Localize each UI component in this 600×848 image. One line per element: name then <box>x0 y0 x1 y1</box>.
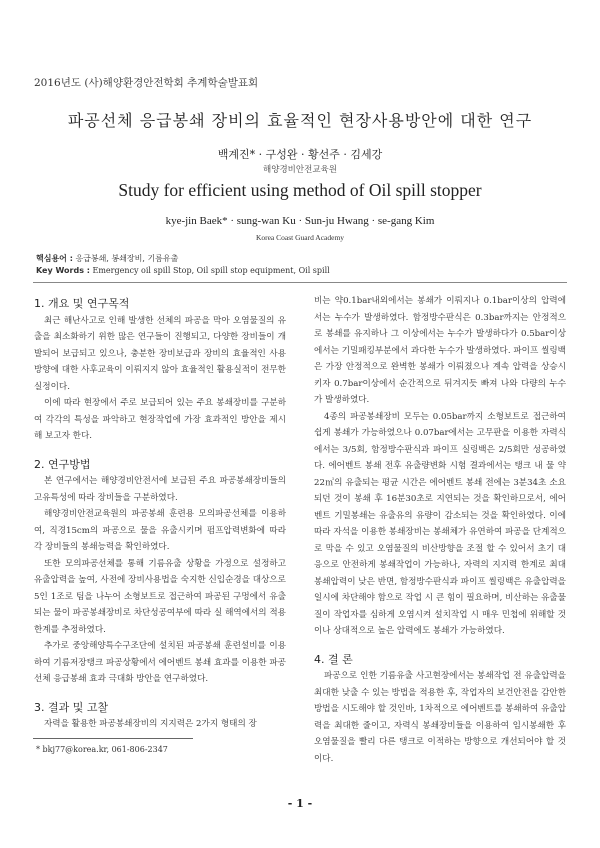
left-column <box>34 296 286 733</box>
section-3-paragraph-1: 비는 약0.1bar내외에서는 봉쇄가 이뤄지나 0.1bar이상의 압력에서는 누수가 발생하였다. 함정방수판식은 0.3bar까지는 안정적으로 봉쇄를 유지하나 그 이상에서는 누수가 발생하다가 0.5bar이상에서는 기밀패킹부분에서 과다한 누수가 발생하였다. 파이프 씰링백은 가장 안정적으로 완벽한 봉쇄가 이뤄졌으나 계속 압력을 상승시키자 0.7bar이상에서 순간적으로 뒤겨지듯 빠져 나와 다량의 누수가 발생하였다. <box>314 296 566 405</box>
right-column <box>314 293 566 767</box>
section-3-paragraph-1-start: 자력을 활용한 파공봉쇄장비의 지지력은 2가지 형태의 장 <box>44 719 257 729</box>
conference-header: 2016년도 (사)해양환경안전학회 추계학술발표회 <box>34 77 259 89</box>
keywords-english-label: Key Words : <box>36 266 90 275</box>
section-4-paragraph-1: 파공으로 인한 기름유출 사고현장에서는 봉쇄작업 전 유출압력을 최대한 낮출 수 있는 방법을 적용한 후, 작업자의 보건안전을 감안한 방법을 시도해야 할 것인바, 1차적으로 에어벤트를 봉쇄하여 유출압력을 최대한 줄이고, 자력식 봉쇄장비들을 이용하여 임시봉쇄한 후 오염물질을 빨리 다른 탱크로 이적하는 방향으로 개선되어야 할 것이다. <box>314 671 566 764</box>
korean-authors: 백계진* · 구성완 · 황선주 · 김세강 <box>217 148 383 161</box>
section-3-heading: 3. 결과 및 고찰 <box>34 700 109 714</box>
keywords-korean-label: 핵심용어 : <box>36 254 73 263</box>
footnote: * bkj77@korea.kr, 061-806-2347 <box>36 745 168 754</box>
keywords-korean <box>36 253 178 264</box>
section-1-paragraph-1: 최근 해난사고로 인해 발생한 선체의 파공을 막아 오염물질의 유출을 최소화하기 위한 많은 연구들이 진행되고, 다양한 장비들이 개발되어 보급되고 있으나, 충분한 장비보급과 장비의 효율적인 사용방향에 대한 사후교육이 이뤄지지 않아 효율적인 활용실적이 전무한 실정이다. <box>34 315 286 392</box>
korean-affiliation: 해양경비안전교육원 <box>263 165 337 175</box>
english-affiliation: Korea Coast Guard Academy <box>255 233 345 242</box>
section-4-heading: 4. 결 론 <box>314 652 353 666</box>
korean-title: 파공선체 응급봉쇄 장비의 효율적인 현장사용방안에 대한 연구 <box>67 111 533 130</box>
keywords-english <box>36 266 330 275</box>
section-3-paragraph-2: 4종의 파공봉쇄장비 모두는 0.05bar까지 소형보트로 접근하여 쉽게 봉쇄가 가능하였으나 0.07bar에서는 고무판을 이용한 자력식에서는 3/5회, 함정방수판식과 파이프 실링백은 2/5회만 성공하였다. 에어벤트 봉쇄 전후 유출량변화 시험 결과에서는 탱크 내 물 약22㎥의 유출되는 평균 시간은 에어벤트 봉쇄 전에는 3분34초 소요되던 것이 봉쇄 후 16분30초로 지연되는 것을 확인하므로서, 에어벤트 기밀봉쇄는 유출유의 유량이 감소되는 것을 확인하였다. 이에 따라 자석을 이용한 봉쇄장비는 봉쇄체가 유연하여 파공을 단계적으로 막을 수 있고 오염물질의 비산방향을 조절 할 수 있어서 초기 대응으로 안전하게 봉쇄작업이 가능하나, 자력의 지지력 한계로 최대봉쇄압력이 낮은 반면, 함정방수판식과 파이프 씰링백은 유출압력을 일시에 차단해야 함으로 작업 시 큰 힘이 필요하며, 비산하는 유출물질이 작업자를 심하게 오염시켜 설치작업 시 매우 민첩에 위해할 것이나 상대적으로 높은 압력에도 봉쇄가 가능하였다. <box>314 411 566 636</box>
section-1-heading: 1. 개요 및 연구목적 <box>34 297 130 310</box>
section-1-paragraph-2: 이에 따라 현장에서 주로 보급되어 있는 주요 봉쇄장비를 구분하여 각각의 특성을 파악하고 현장작업에 가장 효과적인 방안을 제시해 보고자 한다. <box>34 398 286 441</box>
section-2-paragraph-1: 본 연구에서는 해양경비안전서에 보급된 주요 파공봉쇄장비들의 고유특성에 따라 장비들을 구분하였다. <box>34 476 286 503</box>
header-divider <box>33 282 567 283</box>
english-authors: kye-jin Baek* · sung-wan Ku · Sun-ju Hwang · se-gang Kim <box>165 215 435 227</box>
section-2-paragraph-3: 또한 모의파공선체를 통해 기름유출 상황을 가정으로 설정하고 유출압력을 높여, 사전에 장비사용법을 숙지한 신입순경을 대상으로 5인 1조로 팀을 나누어 소형보트로 접근하여 파공된 구멍에서 유출되는 물이 파공봉쇄장비로 차단성공여부에 따라 실 해역에서의 적용한계를 추정하였다. <box>34 558 286 635</box>
english-title: Study for efficient using method of Oil spill stopper <box>118 180 482 200</box>
section-2-heading: 2. 연구방법 <box>34 457 91 471</box>
keywords-english-text: Emergency oil spill Stop, Oil spill stop equipment, Oil spill <box>92 266 330 275</box>
section-2-paragraph-2: 해양경비안전교육원의 파공봉쇄 훈련용 모의파공선체를 이용하여, 직경15cm의 파공으로 물을 유출시키며 펌프압력변화에 따라 각 장비들의 봉쇄능력을 확인하였다. <box>34 509 286 552</box>
page-number: - 1 - <box>287 797 313 810</box>
footnote-divider <box>33 738 193 739</box>
keywords-korean-text: 응급봉쇄, 봉쇄장비, 기름유출 <box>75 254 179 263</box>
section-2-paragraph-4: 추가로 중앙해양특수구조단에 설치된 파공봉쇄 훈련설비를 이용하여 기름저장탱크 파공상황에서 에어벤트 봉쇄 효과를 이용한 파공선체 응급봉쇄 효과 극대화 방안을 연구하였다. <box>34 641 286 684</box>
